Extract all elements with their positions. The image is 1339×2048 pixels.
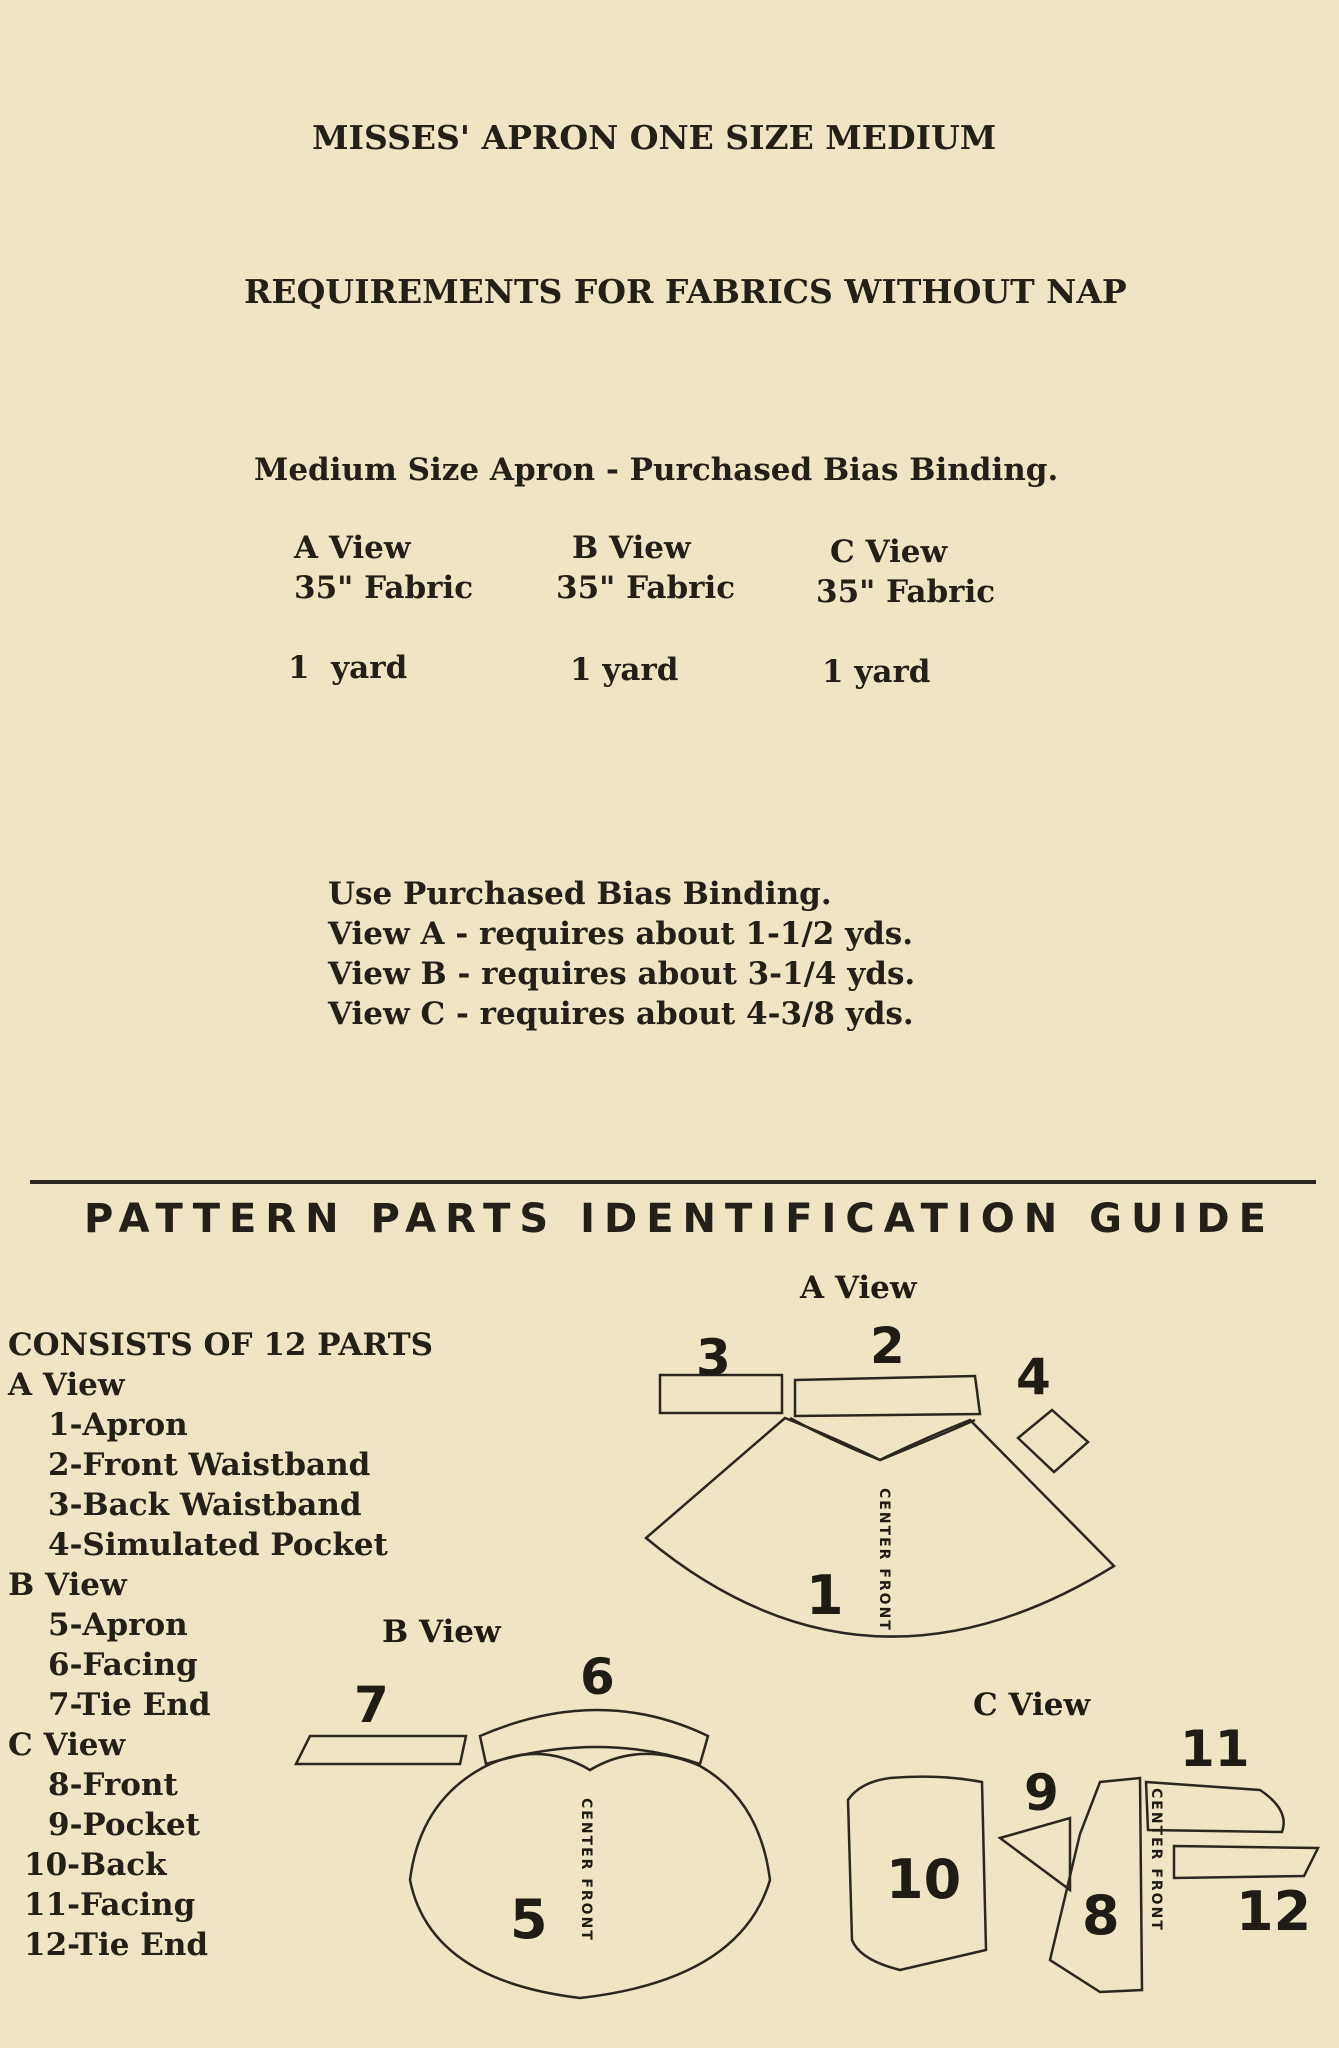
piece-number: 3 (696, 1329, 731, 1387)
binding-note: Use Purchased Bias Binding. (328, 876, 832, 912)
part-item: 3-Back Waistband (48, 1487, 362, 1523)
piece-number: 9 (1024, 1764, 1059, 1822)
part-item: 11-Facing (24, 1887, 196, 1923)
part-item: 4-Simulated Pocket (48, 1527, 388, 1563)
part-item: 2-Front Waistband (48, 1447, 371, 1483)
apron-waist-curve (790, 1418, 975, 1460)
binding-view-a: View A - requires about 1-1/2 yds. (328, 916, 914, 952)
piece-number: 10 (886, 1848, 962, 1911)
part-item: 1-Apron (48, 1407, 188, 1443)
diagram-c-view-label: C View (973, 1687, 1091, 1723)
part-item: 12-Tie End (24, 1927, 209, 1963)
binding-view-b: View B - requires about 3-1/4 yds. (328, 956, 916, 992)
piece-number: 6 (580, 1648, 615, 1706)
piece-2-front-waistband (795, 1376, 980, 1416)
col-c-yardage: 1 yard (822, 654, 931, 690)
parts-count: CONSISTS OF 12 PARTS (8, 1327, 434, 1363)
part-item: 5-Apron (48, 1607, 188, 1643)
piece-number: 5 (510, 1888, 548, 1951)
piece-number: 11 (1180, 1720, 1250, 1778)
col-b-view: B View (572, 530, 691, 566)
col-c-fabric: 35" Fabric (816, 574, 996, 610)
requirements-subtitle: REQUIREMENTS FOR FABRICS WITHOUT NAP (244, 272, 1127, 311)
center-front-label: CENTER FRONT (1148, 1788, 1164, 1932)
piece-11-facing (1146, 1782, 1284, 1832)
part-item: 6-Facing (48, 1647, 198, 1683)
piece-number: 12 (1236, 1880, 1312, 1943)
piece-4-simulated-pocket (1018, 1410, 1088, 1472)
center-front-label: CENTER FRONT (578, 1798, 594, 1942)
group-c-label: C View (8, 1727, 126, 1763)
part-item: 7-Tie End (48, 1687, 211, 1723)
part-item: 8-Front (48, 1767, 178, 1803)
col-a-yardage: 1 yard (288, 650, 408, 686)
group-b-label: B View (8, 1567, 127, 1603)
center-front-label: CENTER FRONT (876, 1488, 892, 1632)
piece-12-tie-end (1174, 1846, 1318, 1878)
piece-number: 4 (1016, 1348, 1051, 1406)
col-c-view: C View (830, 534, 948, 570)
part-item: 10-Back (24, 1847, 167, 1883)
guide-title: PATTERN PARTS IDENTIFICATION GUIDE (84, 1196, 1275, 1242)
diagram-b-view-label: B View (382, 1614, 501, 1650)
col-b-fabric: 35" Fabric (556, 570, 736, 606)
piece-number: 7 (354, 1676, 389, 1734)
part-item: 9-Pocket (48, 1807, 200, 1843)
col-b-yardage: 1 yard (570, 652, 679, 688)
piece-number: 2 (870, 1317, 905, 1375)
binding-view-c: View C - requires about 4-3/8 yds. (328, 996, 914, 1032)
page-title: MISSES' APRON ONE SIZE MEDIUM (312, 118, 997, 157)
col-a-view: A View (294, 530, 411, 566)
piece-9-pocket (1000, 1818, 1070, 1890)
piece-number: 8 (1082, 1884, 1120, 1947)
piece-number: 1 (806, 1564, 844, 1627)
diagram-a-view-label: A View (800, 1270, 917, 1306)
piece-7-tie-end (296, 1736, 466, 1764)
requirements-heading: Medium Size Apron - Purchased Bias Binding. (254, 452, 1059, 488)
group-a-label: A View (8, 1367, 125, 1403)
col-a-fabric: 35" Fabric (294, 570, 474, 606)
